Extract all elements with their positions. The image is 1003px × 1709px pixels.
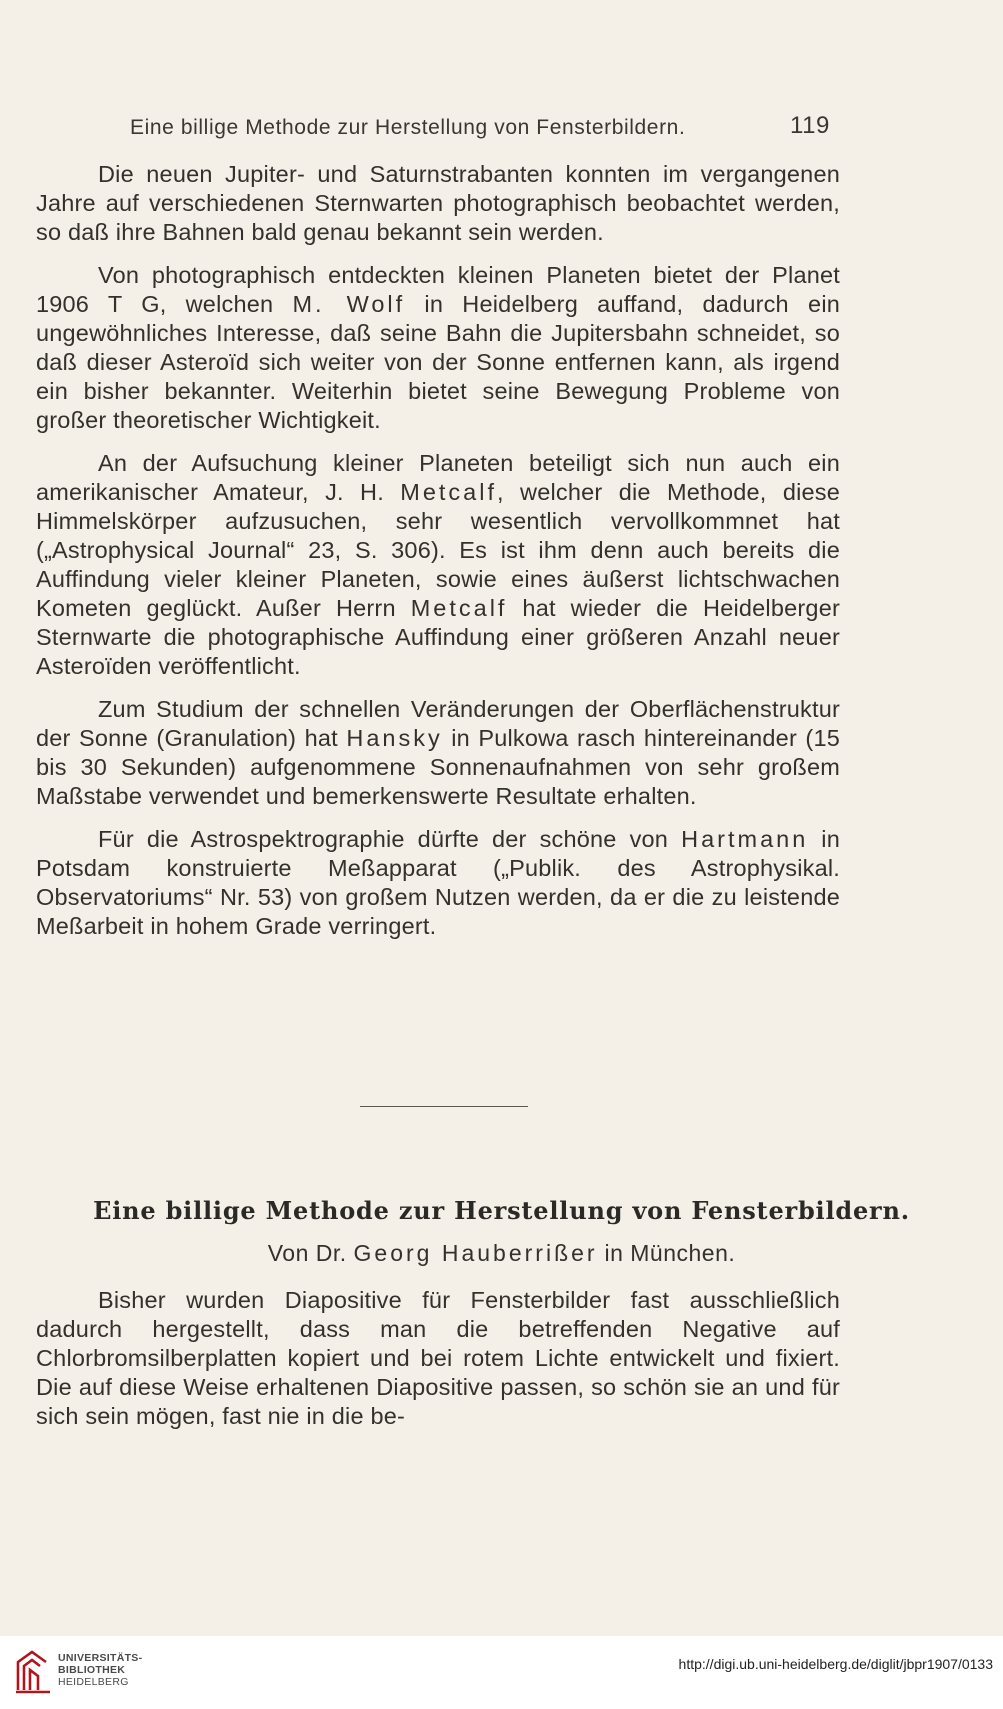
paragraph-diapositive: Bisher wurden Diapositive für Fensterbilder fast ausschließlich dadurch hergestellt, dass man die betreffenden Negative auf Chlorbromsilberplatten kopiert und bei rotem Lichte entwickelt und fixiert. Die auf diese Weise erhaltenen Diapositive passen, so schön sie an und für sich sein mögen, fast nie in die be-: [36, 1287, 840, 1429]
paragraph-metcalf: An der Aufsuchung kleiner Planeten beteiligt sich nun auch ein amerikanischer Amateur, J. H. Metcalf, welcher die Methode, diese Himmelskörper aufzusuchen, sehr wesentlich vervollkommnet hat („Astrophysical Journal“ 23, S. 306). Es ist ihm denn auch bereits die Auffindung vieler kleiner Planeten, sowie eines äußerst lichtschwachen Kometen geglückt. Außer Herrn Metcalf hat wieder die Heidelberger Sternwarte die photographische Auffindung einer größeren Anzahl neuer Asteroïden veröffentlicht.: [36, 450, 841, 679]
viewer-footer: [0, 1636, 1003, 1709]
person-name: Metcalf: [410, 595, 508, 621]
running-head: [130, 112, 830, 144]
page-number: 119: [789, 112, 830, 139]
person-name: Hansky: [346, 725, 443, 751]
permalink-url[interactable]: http://digi.ub.uni-heidelberg.de/diglit/jbpr1907/0133: [678, 1656, 993, 1672]
article-author: Von Dr. Georg Hauberrißer in München.: [267, 1240, 736, 1266]
author-name: Georg Hauberrißer: [353, 1240, 598, 1266]
person-name: Hartmann: [681, 826, 809, 852]
paragraph-astrospektrographie: Für die Astrospektrographie dürfte der schöne von Hartmann in Potsdam konstruierte Meßapparat („Publik. des Astrophysikal. Observatoriums“ Nr. 53) von großem Nutzen werden, da er die zu leistende Meßarbeit in hohem Grade verringert.: [36, 826, 840, 939]
paragraph-jupiter-saturn: Die neuen Jupiter- und Saturnstrabanten konnten im vergangenen Jahre auf verschiedenen Sternwarten photographisch beobachtet werden, so daß ihre Bahnen bald genau bekannt sein werden.: [36, 161, 840, 245]
paragraph-planet-1906tg: Von photographisch entdeckten kleinen Planeten bietet der Planet 1906 T G, welchen M. Wolf in Heidelberg auffand, dadurch ein ungewöhnliches Interesse, daß seine Bahn die Jupitersbahn schneidet, so daß dieser Asteroïd sich weiter von der Sonne entfernen kann, als irgend ein bisher bekannter. Weiterhin bietet seine Bewegung Probleme von großer theoretischer Wichtigkeit.: [36, 262, 841, 433]
library-name[interactable]: UNIVERSITÄTS- BIBLIOTHEK HEIDELBERG: [58, 1652, 143, 1688]
article-title: Eine billige Methode zur Herstellung von Fensterbildern.: [93, 1196, 910, 1225]
section-divider: [360, 1106, 528, 1107]
paragraph-granulation: Zum Studium der schnellen Veränderungen der Oberflächenstruktur der Sonne (Granulation) hat Hansky in Pulkowa rasch hintereinander (15 bis 30 Sekunden) aufgenommene Sonnenaufnahmen von sehr großem Maßstabe verwendet und bemerkenswerte Resultate erhalten.: [36, 696, 841, 809]
running-head-title: Eine billige Methode zur Herstellung von Fensterbildern.: [130, 116, 686, 139]
university-library-logo-icon[interactable]: [12, 1646, 54, 1696]
person-name: Metcalf: [400, 479, 497, 505]
person-name: M. Wolf: [292, 291, 406, 317]
text-block-article: [36, 1286, 840, 1445]
text-block-previous-article: [36, 160, 840, 955]
